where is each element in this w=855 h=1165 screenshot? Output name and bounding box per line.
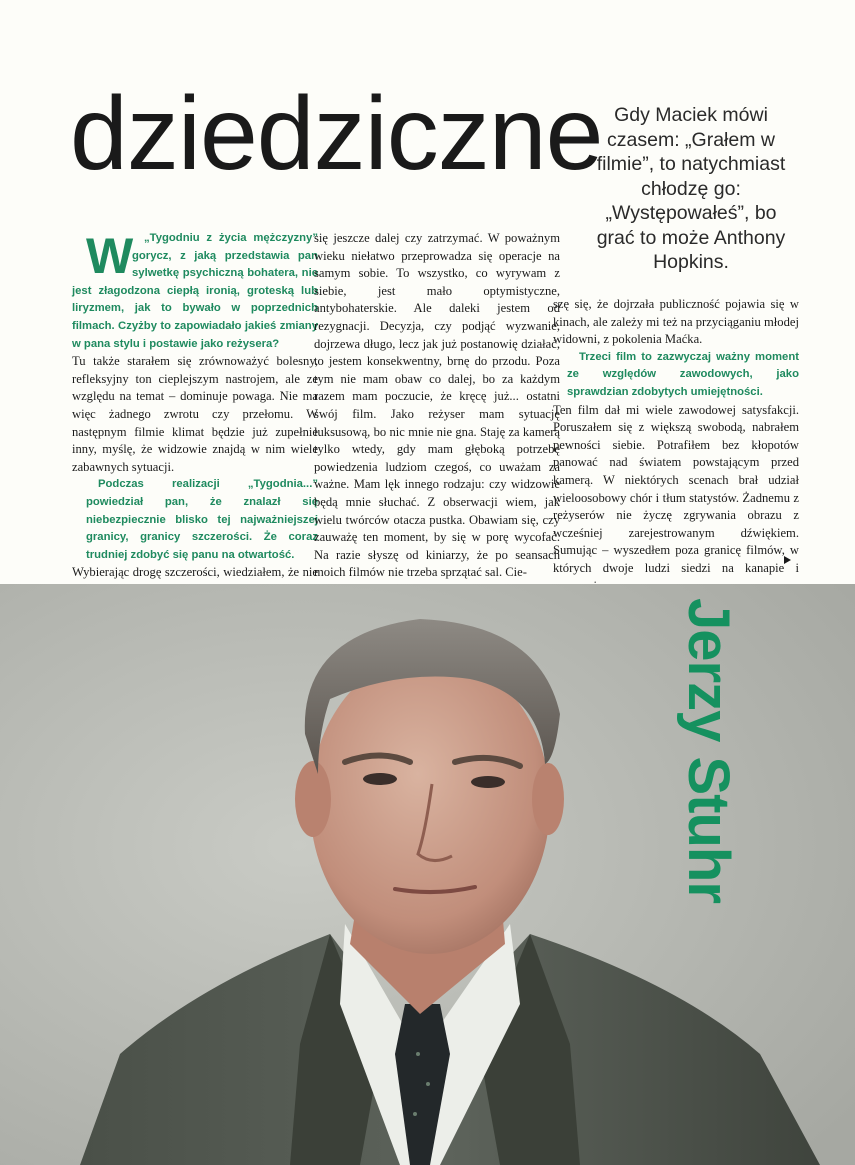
interview-question: „Tygodniu z życia mężczyzny” gorycz, z jaką przedstawia pan sylwetkę psychiczną bohatera, nie jest złagodzona ciepłą ironią, groteską lub liryzmem, jak to bywało w poprzednich filmach. Czyżby to zapowiadało jakieś zmiany w pana stylu i postawie jako reżysera? (72, 232, 318, 350)
interview-question: Podczas realizacji „Tygodnia...” powiedział pan, że znalazł się niebezpiecznie blisko tej najważniejszej granicy, granicy szczerości. Że coraz trudniej zdobyć się panu na otwartość. (86, 478, 318, 561)
answer-paragraph: Ten film dał mi wiele zawodowej satysfakcji. Poruszałem się z większą swobodą, nabrałem pewności siebie. Potrafiłem bez kłopotów panować nad światem powstającym przed kamerą. W niektórych scenach brał udział wieloosobowy chór i tłum statystów. Żadnemu z reżyserów nie życzę zgrywania obrazu z wcześniej zarejestrowanym dźwiękiem. Sumując – wyszedłem poza granicę filmów, w których dwoje ludzi siedzi na kanapie i (553, 402, 799, 575)
continue-arrow-icon (784, 556, 791, 564)
article-column-1 (72, 230, 318, 599)
subject-name-text: Jerzy Stuhr (676, 598, 741, 903)
article-column-3 (553, 296, 799, 595)
interview-question: Trzeci film to zazwyczaj ważny moment ze względów zawodowych, jako sprawdzian zdobytych umiejętności. (567, 350, 799, 398)
answer-paragraph: Wybierając drogę szczerości, wiedziałem, że nie (72, 565, 318, 580)
answer-paragraph: szę się, że dojrzała publiczność pojawia się w kinach, ale zależy mi też na przyciąganiu młodej widowni, z pokolenia Maćka. (553, 297, 799, 347)
drop-cap: W (86, 228, 134, 284)
answer-paragraph: się jeszcze dalej czy zatrzymać. W poważnym wieku niełatwo przeprowadza się operacje na samym sobie. To wszystko, co wyrywam z siebie, jest mało optymistyczne, antybohaterskie. Ale daleki jestem od rezygnacji. Decyzja, czy podjąć wyzwanie, dojrzewa długo, lecz jak już postanowię działać, to jestem konsekwentny, brnę do przodu. Poza tym nie mam obaw co dalej, bo za każdym razem mam poczucie, że kręcę już... ostatni swój film. Jako reżyser mam sytuację luksusową, bo nic mnie nie gna. Staję za kamerą tylko wtedy, gdy mam głęboką potrzebę powiedzenia ludziom czegoś, co uważam za ważne. Mam lęk innego rodzaju: czy widzowie będą mnie słuchać. Z obserwacji wiem, jak wielu twórców otacza pustka. Obawiam się, czy zauważę ten moment, by się w porę wycofać. Na razie słyszę od kiniarzy, że po seansach moich filmów nie trzeba sprzątać sal. Cie- (314, 231, 560, 580)
subject-name (676, 598, 792, 903)
article-column-2 (314, 230, 560, 582)
headline: dziedziczne (70, 76, 603, 192)
answer-paragraph: Tu także starałem się zrównoważyć bolesny, refleksyjny ton cieplejszym nastrojem, ale ze względu na temat – dominuje powaga. Nie ma więc żadnego zwrotu czy przełomu. W następnym filmie klimat będzie już zupełnie inny, myślę, że widzowie znajdą w nim wiele zabawnych sytuacji. (72, 354, 318, 474)
pull-quote: Gdy Maciek mówi czasem: „Grałem w filmie”, to natychmiast chłodzę go: „Występowałeś”, bo grać to może Anthony Hopkins. (596, 104, 786, 273)
